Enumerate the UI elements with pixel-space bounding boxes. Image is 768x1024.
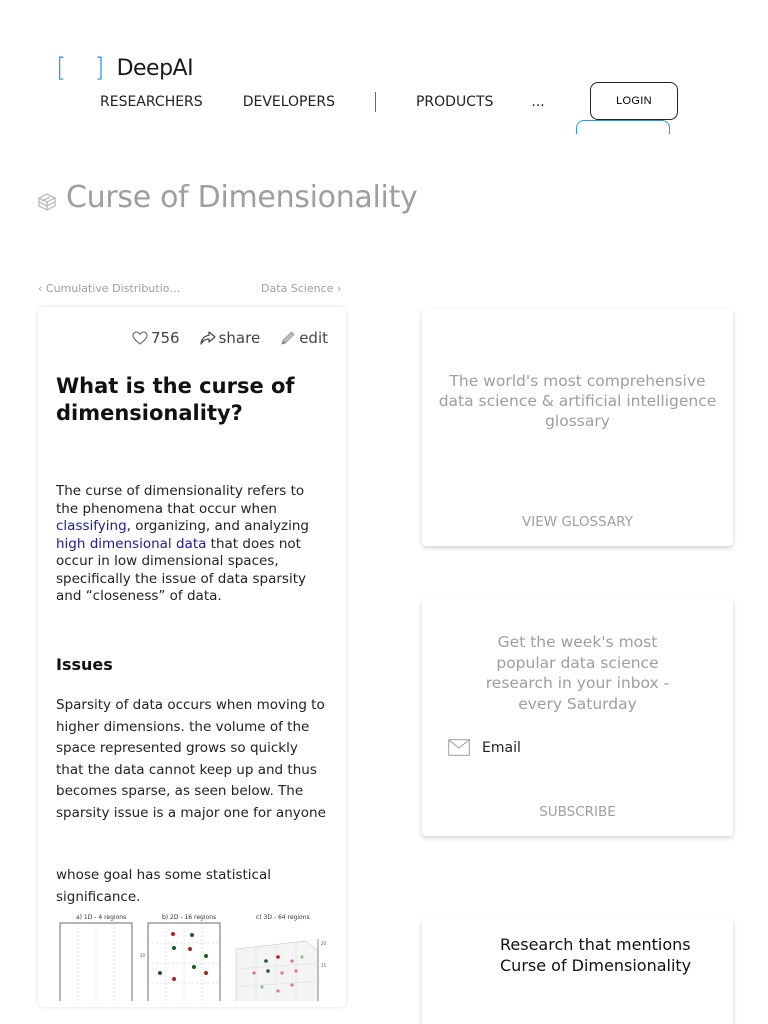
- issues-paragraph-continued: whose goal has some statistical significance.: [56, 867, 271, 905]
- nav-researchers[interactable]: RESEARCHERS: [100, 94, 203, 110]
- intro-text-start: The curse of dimensionality refers to the phenomena that occur when: [56, 483, 305, 517]
- svg-text:20: 20: [140, 953, 146, 958]
- logo-name: DeepAI: [116, 55, 194, 81]
- edit-button[interactable]: [280, 329, 328, 347]
- glossary-text: The world's most comprehensive data science & artificial intelligence glossary: [438, 372, 717, 430]
- subscribe-button[interactable]: SUBSCRIBE: [539, 804, 616, 820]
- like-count: 756: [150, 329, 180, 347]
- heart-icon: [132, 331, 148, 345]
- figure-label-2d: b) 2D - 16 regions: [162, 914, 217, 921]
- newsletter-card: [422, 598, 733, 836]
- article-intro: [56, 483, 328, 606]
- svg-text:15: 15: [321, 963, 327, 968]
- article-actions: [112, 329, 328, 347]
- share-button[interactable]: [200, 329, 261, 347]
- intro-text-middle: , organizing, and analyzing: [126, 518, 309, 534]
- high-dimensional-data-link[interactable]: high dimensional data: [56, 535, 207, 552]
- like-button[interactable]: [132, 329, 180, 347]
- glossary-card: [422, 308, 733, 546]
- page-title-row: [36, 180, 418, 215]
- page-title: Curse of Dimensionality: [66, 180, 418, 215]
- research-heading: Research that mentions Curse of Dimensionality: [500, 935, 692, 975]
- edit-label: edit: [299, 329, 328, 347]
- signup-tab-edge[interactable]: [576, 120, 670, 134]
- svg-text:20: 20: [321, 941, 327, 946]
- article-card: [38, 307, 346, 1007]
- cube-icon: [36, 191, 58, 213]
- next-term-link[interactable]: Data Science ›: [261, 282, 342, 295]
- login-button[interactable]: LOGIN: [590, 82, 678, 120]
- nav-divider: [375, 92, 376, 112]
- classifying-link[interactable]: classifying: [56, 518, 127, 534]
- nav-products[interactable]: PRODUCTS: [415, 94, 494, 110]
- mail-icon: [448, 739, 470, 756]
- research-card: [422, 918, 733, 1024]
- email-field[interactable]: [448, 739, 521, 756]
- nav-more[interactable]: ...: [531, 94, 545, 110]
- email-label: Email: [482, 739, 521, 756]
- prev-term-link[interactable]: ‹ Cumulative Distributio…: [38, 282, 181, 295]
- intro-text-end: that does not occur in low dimensional spaces, specifically the issue of data sparsity and “closeness” of data.: [56, 535, 306, 604]
- figure-label-3d: c) 3D - 64 regions: [256, 914, 310, 921]
- view-glossary-button[interactable]: VIEW GLOSSARY: [522, 514, 633, 530]
- main-nav: [100, 92, 545, 112]
- issues-heading: Issues: [56, 655, 113, 674]
- logo-mark: [ ]: [56, 53, 115, 83]
- issues-paragraph: Sparsity of data occurs when moving to higher dimensions. the volume of the space represented grows so quickly that the data cannot keep up and thus becomes sparse, as seen below. The sparsity issue is a major one for anyone: [56, 697, 326, 821]
- share-icon: [200, 331, 216, 345]
- dimensionality-figure: [56, 911, 328, 1001]
- newsletter-text: Get the week's most popular data science research in your inbox - every Saturday: [485, 633, 670, 713]
- share-label: share: [218, 329, 261, 347]
- article-heading: What is the curse of dimensionality?: [56, 374, 295, 425]
- nav-developers[interactable]: DEVELOPERS: [242, 94, 335, 110]
- figure-label-1d: a) 1D - 4 regions: [76, 914, 127, 921]
- deepai-logo[interactable]: [56, 52, 193, 84]
- pencil-icon: [280, 330, 296, 346]
